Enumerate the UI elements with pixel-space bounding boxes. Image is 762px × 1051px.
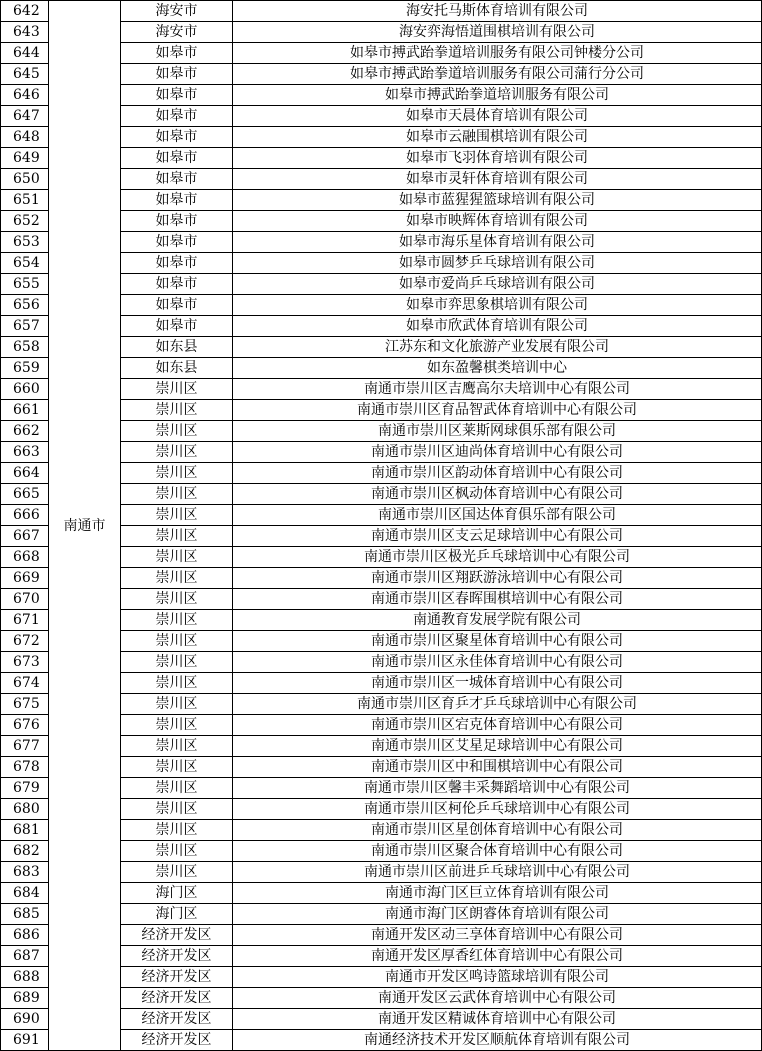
row-number: 660 bbox=[1, 379, 49, 400]
district-cell: 崇川区 bbox=[121, 862, 233, 883]
company-name-cell: 如东盈馨棋类培训中心 bbox=[233, 358, 762, 379]
district-cell: 如皋市 bbox=[121, 148, 233, 169]
row-number: 652 bbox=[1, 211, 49, 232]
row-number: 651 bbox=[1, 190, 49, 211]
row-number: 642 bbox=[1, 1, 49, 22]
row-number: 669 bbox=[1, 568, 49, 589]
row-number: 644 bbox=[1, 43, 49, 64]
row-number: 686 bbox=[1, 925, 49, 946]
district-cell: 崇川区 bbox=[121, 715, 233, 736]
row-number: 672 bbox=[1, 631, 49, 652]
row-number: 650 bbox=[1, 169, 49, 190]
company-name-cell: 南通开发区动三享体育培训中心有限公司 bbox=[233, 925, 762, 946]
district-cell: 崇川区 bbox=[121, 379, 233, 400]
row-number: 666 bbox=[1, 505, 49, 526]
row-number: 678 bbox=[1, 757, 49, 778]
district-cell: 经济开发区 bbox=[121, 1009, 233, 1030]
company-name-cell: 南通市开发区鸣诗篮球培训有限公司 bbox=[233, 967, 762, 988]
district-cell: 经济开发区 bbox=[121, 988, 233, 1009]
row-number: 655 bbox=[1, 274, 49, 295]
district-cell: 崇川区 bbox=[121, 547, 233, 568]
company-name-cell: 如皋市搏武跆拳道培训服务有限公司钟楼分公司 bbox=[233, 43, 762, 64]
row-number: 649 bbox=[1, 148, 49, 169]
district-cell: 崇川区 bbox=[121, 589, 233, 610]
company-name-cell: 南通市崇川区迪尚体育培训中心有限公司 bbox=[233, 442, 762, 463]
district-cell: 如东县 bbox=[121, 358, 233, 379]
company-name-cell: 南通经济技术开发区顺航体育培训有限公司 bbox=[233, 1030, 762, 1051]
city-cell: 南通市 bbox=[49, 1, 121, 1051]
district-cell: 如皋市 bbox=[121, 43, 233, 64]
district-cell: 崇川区 bbox=[121, 568, 233, 589]
row-number: 654 bbox=[1, 253, 49, 274]
row-number: 676 bbox=[1, 715, 49, 736]
district-cell: 崇川区 bbox=[121, 631, 233, 652]
company-name-cell: 南通教育发展学院有限公司 bbox=[233, 610, 762, 631]
row-number: 691 bbox=[1, 1030, 49, 1051]
company-name-cell: 南通市海门区巨立体育培训有限公司 bbox=[233, 883, 762, 904]
company-name-cell: 南通市崇川区国达体育俱乐部有限公司 bbox=[233, 505, 762, 526]
company-name-cell: 南通市崇川区极光乒乓球培训中心有限公司 bbox=[233, 547, 762, 568]
company-name-cell: 海安托马斯体育培训有限公司 bbox=[233, 1, 762, 22]
company-name-cell: 江苏东和文化旅游产业发展有限公司 bbox=[233, 337, 762, 358]
row-number: 690 bbox=[1, 1009, 49, 1030]
company-name-cell: 南通市崇川区聚星体育培训中心有限公司 bbox=[233, 631, 762, 652]
company-name-cell: 南通市崇川区馨丰采舞蹈培训中心有限公司 bbox=[233, 778, 762, 799]
district-cell: 如皋市 bbox=[121, 190, 233, 211]
row-number: 667 bbox=[1, 526, 49, 547]
row-number: 674 bbox=[1, 673, 49, 694]
company-name-cell: 南通开发区云武体育培训中心有限公司 bbox=[233, 988, 762, 1009]
district-cell: 如皋市 bbox=[121, 127, 233, 148]
district-cell: 如皋市 bbox=[121, 274, 233, 295]
company-name-cell: 南通市崇川区前进乒乓球培训中心有限公司 bbox=[233, 862, 762, 883]
company-name-cell: 南通市崇川区聚合体育培训中心有限公司 bbox=[233, 841, 762, 862]
district-cell: 如东县 bbox=[121, 337, 233, 358]
company-name-cell: 南通市崇川区支云足球培训中心有限公司 bbox=[233, 526, 762, 547]
district-cell: 海门区 bbox=[121, 904, 233, 925]
company-name-cell: 南通开发区精诚体育培训中心有限公司 bbox=[233, 1009, 762, 1030]
company-name-cell: 如皋市搏武跆拳道培训服务有限公司 bbox=[233, 85, 762, 106]
company-name-cell: 南通市海门区朗睿体育培训有限公司 bbox=[233, 904, 762, 925]
row-number: 663 bbox=[1, 442, 49, 463]
district-cell: 如皋市 bbox=[121, 106, 233, 127]
district-cell: 海安市 bbox=[121, 22, 233, 43]
district-cell: 崇川区 bbox=[121, 820, 233, 841]
company-name-cell: 如皋市海乐星体育培训有限公司 bbox=[233, 232, 762, 253]
company-name-cell: 南通市崇川区永佳体育培训中心有限公司 bbox=[233, 652, 762, 673]
row-number: 656 bbox=[1, 295, 49, 316]
row-number: 662 bbox=[1, 421, 49, 442]
district-cell: 崇川区 bbox=[121, 757, 233, 778]
row-number: 645 bbox=[1, 64, 49, 85]
district-cell: 崇川区 bbox=[121, 799, 233, 820]
row-number: 679 bbox=[1, 778, 49, 799]
district-cell: 如皋市 bbox=[121, 85, 233, 106]
company-name-cell: 南通市崇川区吉鹰高尔夫培训中心有限公司 bbox=[233, 379, 762, 400]
district-cell: 崇川区 bbox=[121, 652, 233, 673]
district-cell: 经济开发区 bbox=[121, 1030, 233, 1051]
table-row bbox=[1, 1, 762, 22]
row-number: 643 bbox=[1, 22, 49, 43]
company-name-cell: 南通市崇川区育品智武体育培训中心有限公司 bbox=[233, 400, 762, 421]
company-name-cell: 南通市崇川区艾星足球培训中心有限公司 bbox=[233, 736, 762, 757]
company-name-cell: 如皋市爱尚乒乓球培训有限公司 bbox=[233, 274, 762, 295]
district-cell: 如皋市 bbox=[121, 316, 233, 337]
district-cell: 如皋市 bbox=[121, 253, 233, 274]
row-number: 664 bbox=[1, 463, 49, 484]
row-number: 647 bbox=[1, 106, 49, 127]
table-body bbox=[1, 1, 762, 1051]
row-number: 646 bbox=[1, 85, 49, 106]
row-number: 661 bbox=[1, 400, 49, 421]
company-name-cell: 如皋市飞羽体育培训有限公司 bbox=[233, 148, 762, 169]
company-name-cell: 如皋市搏武跆拳道培训服务有限公司蒲行分公司 bbox=[233, 64, 762, 85]
row-number: 658 bbox=[1, 337, 49, 358]
company-name-cell: 南通市崇川区一城体育培训中心有限公司 bbox=[233, 673, 762, 694]
row-number: 687 bbox=[1, 946, 49, 967]
row-number: 685 bbox=[1, 904, 49, 925]
company-name-cell: 如皋市圆梦乒乓球培训有限公司 bbox=[233, 253, 762, 274]
company-name-cell: 如皋市欣武体育培训有限公司 bbox=[233, 316, 762, 337]
company-name-cell: 如皋市天晨体育培训有限公司 bbox=[233, 106, 762, 127]
district-cell: 如皋市 bbox=[121, 232, 233, 253]
row-number: 680 bbox=[1, 799, 49, 820]
company-name-cell: 南通市崇川区宕克体育培训中心有限公司 bbox=[233, 715, 762, 736]
company-name-cell: 南通市崇川区中和围棋培训中心有限公司 bbox=[233, 757, 762, 778]
row-number: 670 bbox=[1, 589, 49, 610]
district-cell: 崇川区 bbox=[121, 505, 233, 526]
district-cell: 崇川区 bbox=[121, 778, 233, 799]
row-number: 657 bbox=[1, 316, 49, 337]
company-name-cell: 如皋市弈思象棋培训有限公司 bbox=[233, 295, 762, 316]
company-name-cell: 南通市崇川区莱斯网球俱乐部有限公司 bbox=[233, 421, 762, 442]
row-number: 648 bbox=[1, 127, 49, 148]
row-number: 659 bbox=[1, 358, 49, 379]
row-number: 653 bbox=[1, 232, 49, 253]
district-cell: 如皋市 bbox=[121, 64, 233, 85]
row-number: 684 bbox=[1, 883, 49, 904]
row-number: 671 bbox=[1, 610, 49, 631]
company-name-cell: 海安弈海悟道围棋培训有限公司 bbox=[233, 22, 762, 43]
district-cell: 崇川区 bbox=[121, 526, 233, 547]
row-number: 683 bbox=[1, 862, 49, 883]
row-number: 675 bbox=[1, 694, 49, 715]
district-cell: 崇川区 bbox=[121, 421, 233, 442]
company-name-cell: 南通市崇川区育乒才乒乓球培训中心有限公司 bbox=[233, 694, 762, 715]
district-cell: 经济开发区 bbox=[121, 925, 233, 946]
row-number: 688 bbox=[1, 967, 49, 988]
district-cell: 海安市 bbox=[121, 1, 233, 22]
company-name-cell: 南通市崇川区星创体育培训中心有限公司 bbox=[233, 820, 762, 841]
company-name-cell: 如皋市映辉体育培训有限公司 bbox=[233, 211, 762, 232]
company-name-cell: 南通开发区厚香红体育培训中心有限公司 bbox=[233, 946, 762, 967]
row-number: 673 bbox=[1, 652, 49, 673]
district-cell: 崇川区 bbox=[121, 841, 233, 862]
row-number: 668 bbox=[1, 547, 49, 568]
company-name-cell: 南通市崇川区春晖围棋培训中心有限公司 bbox=[233, 589, 762, 610]
row-number: 665 bbox=[1, 484, 49, 505]
district-cell: 崇川区 bbox=[121, 610, 233, 631]
company-name-cell: 如皋市灵轩体育培训有限公司 bbox=[233, 169, 762, 190]
district-cell: 如皋市 bbox=[121, 211, 233, 232]
company-name-cell: 如皋市蓝猩猩篮球培训有限公司 bbox=[233, 190, 762, 211]
district-cell: 崇川区 bbox=[121, 400, 233, 421]
district-cell: 经济开发区 bbox=[121, 946, 233, 967]
district-cell: 崇川区 bbox=[121, 694, 233, 715]
company-name-cell: 南通市崇川区韵动体育培训中心有限公司 bbox=[233, 463, 762, 484]
company-name-cell: 南通市崇川区柯伦乒乓球培训中心有限公司 bbox=[233, 799, 762, 820]
district-cell: 经济开发区 bbox=[121, 967, 233, 988]
company-name-cell: 南通市崇川区枫动体育培训中心有限公司 bbox=[233, 484, 762, 505]
row-number: 689 bbox=[1, 988, 49, 1009]
district-cell: 如皋市 bbox=[121, 295, 233, 316]
district-cell: 崇川区 bbox=[121, 484, 233, 505]
company-name-cell: 如皋市云融围棋培训有限公司 bbox=[233, 127, 762, 148]
district-cell: 如皋市 bbox=[121, 169, 233, 190]
district-cell: 崇川区 bbox=[121, 442, 233, 463]
row-number: 682 bbox=[1, 841, 49, 862]
row-number: 681 bbox=[1, 820, 49, 841]
district-cell: 海门区 bbox=[121, 883, 233, 904]
district-cell: 崇川区 bbox=[121, 736, 233, 757]
company-name-cell: 南通市崇川区翔跃游泳培训中心有限公司 bbox=[233, 568, 762, 589]
district-cell: 崇川区 bbox=[121, 673, 233, 694]
row-number: 677 bbox=[1, 736, 49, 757]
district-cell: 崇川区 bbox=[121, 463, 233, 484]
